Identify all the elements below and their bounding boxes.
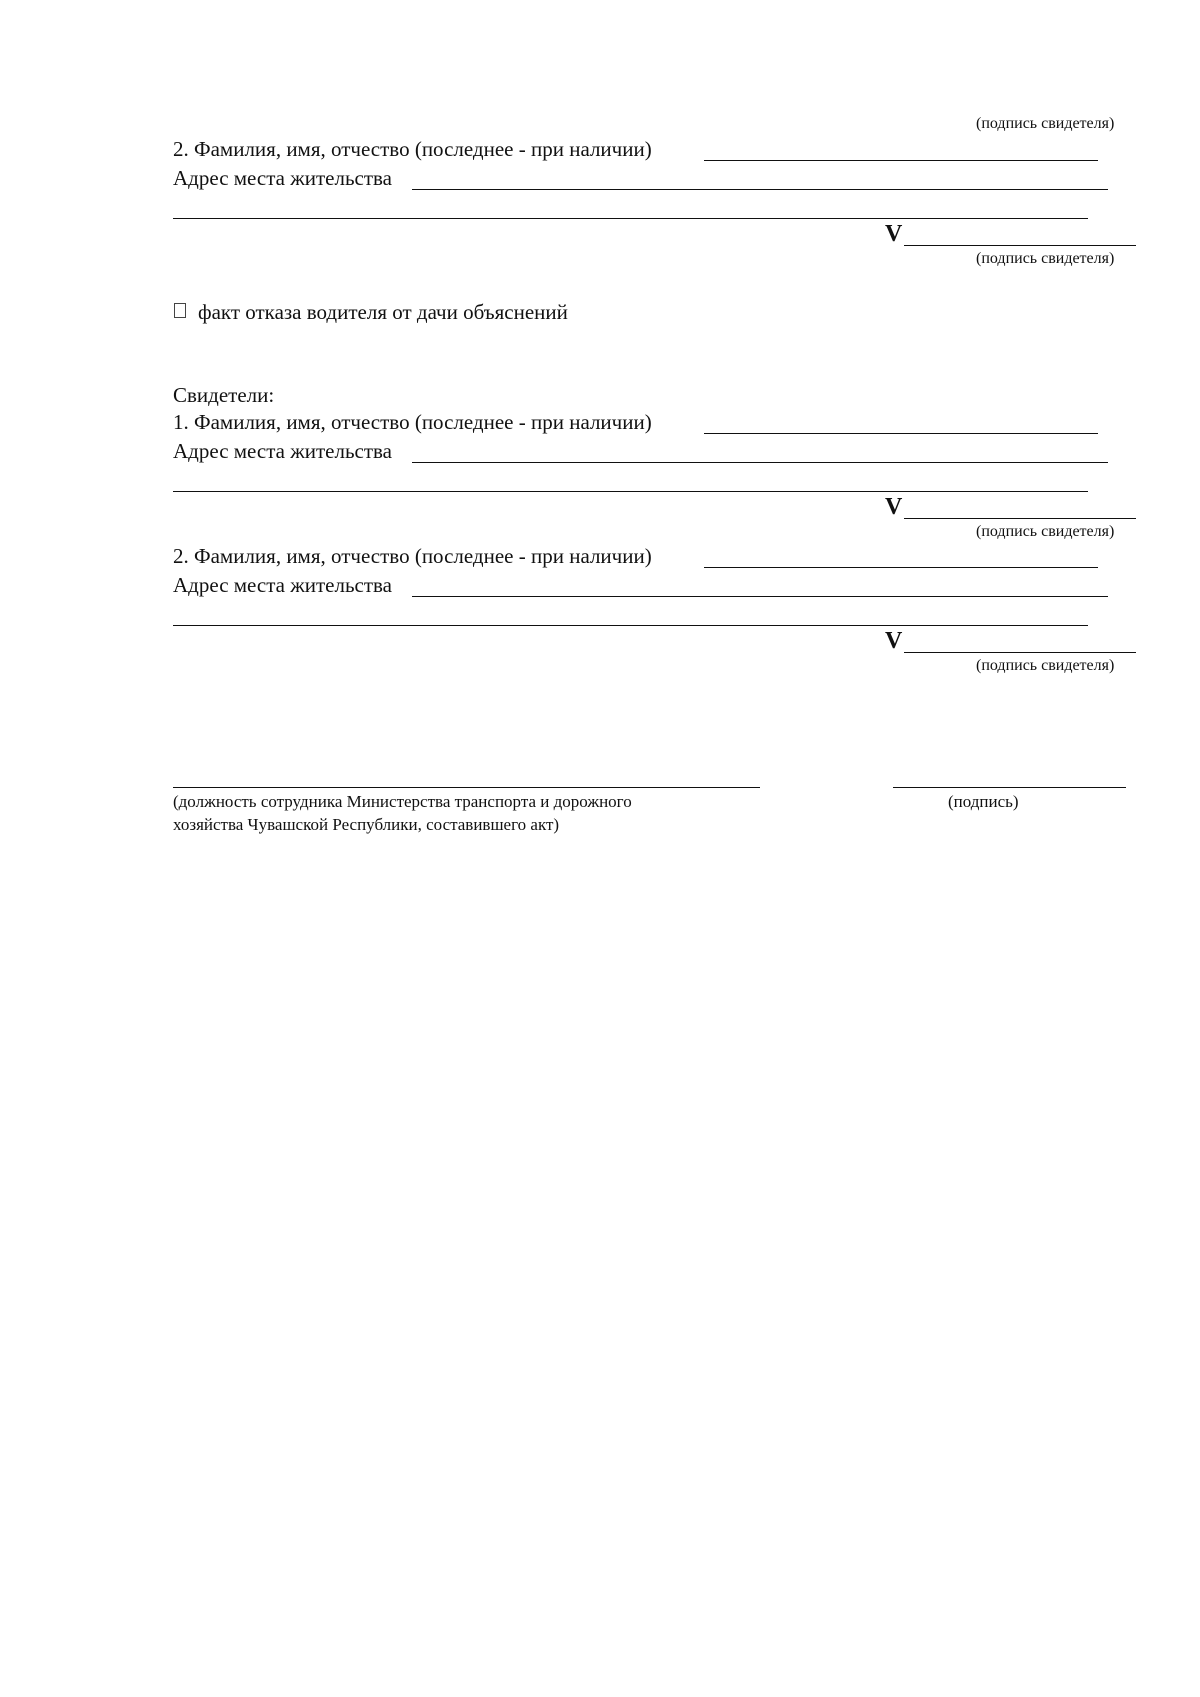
witness-signature-caption: (подпись свидетеля): [976, 115, 1115, 132]
witness-1-fio-label: 1. Фамилия, имя, отчество (последнее - при наличии): [173, 410, 652, 434]
signature-mark-icon: V: [885, 221, 903, 247]
witness-2-address-line[interactable]: [412, 189, 1108, 190]
refusal-label: факт отказа водителя от дачи объяснений: [198, 300, 568, 324]
witness-2-signature-line[interactable]: [904, 245, 1136, 246]
official-signature-caption: (подпись): [948, 792, 1019, 811]
witness-2b-signature-caption: (подпись свидетеля): [976, 657, 1115, 674]
official-signature-line[interactable]: [893, 787, 1126, 788]
witness-2-address-label: Адрес места жительства: [173, 166, 392, 190]
empty-checkbox-icon[interactable]: [174, 303, 186, 318]
witness-2b-address-line-2[interactable]: [173, 625, 1088, 626]
witness-1-address-line[interactable]: [412, 462, 1108, 463]
witness-1-signature-line[interactable]: [904, 518, 1136, 519]
witness-2b-fio-label: 2. Фамилия, имя, отчество (последнее - при наличии): [173, 544, 652, 568]
witness-2b-address-line[interactable]: [412, 596, 1108, 597]
witness-1-address-line-2[interactable]: [173, 491, 1088, 492]
witness-2-fio-label: 2. Фамилия, имя, отчество (последнее - при наличии): [173, 137, 652, 161]
witness-1-address-label: Адрес места жительства: [173, 439, 392, 463]
witness-2b-fio-line[interactable]: [704, 567, 1098, 568]
witness-1-signature-caption: (подпись свидетеля): [976, 523, 1115, 540]
witness-2-fio-line[interactable]: [704, 160, 1098, 161]
witness-2-signature-caption: (подпись свидетеля): [976, 250, 1115, 267]
signature-mark-icon: V: [885, 628, 903, 654]
witnesses-heading: Свидетели:: [173, 383, 275, 407]
official-position-line[interactable]: [173, 787, 760, 788]
witness-2b-address-label: Адрес места жительства: [173, 573, 392, 597]
witness-1-fio-line[interactable]: [704, 433, 1098, 434]
official-position-caption-line1: (должность сотрудника Министерства транспорта и дорожного: [173, 792, 632, 811]
signature-mark-icon: V: [885, 494, 903, 520]
witness-2-address-line-2[interactable]: [173, 218, 1088, 219]
official-position-caption-line2: хозяйства Чувашской Республики, составившего акт): [173, 815, 560, 834]
witness-2b-signature-line[interactable]: [904, 652, 1136, 653]
